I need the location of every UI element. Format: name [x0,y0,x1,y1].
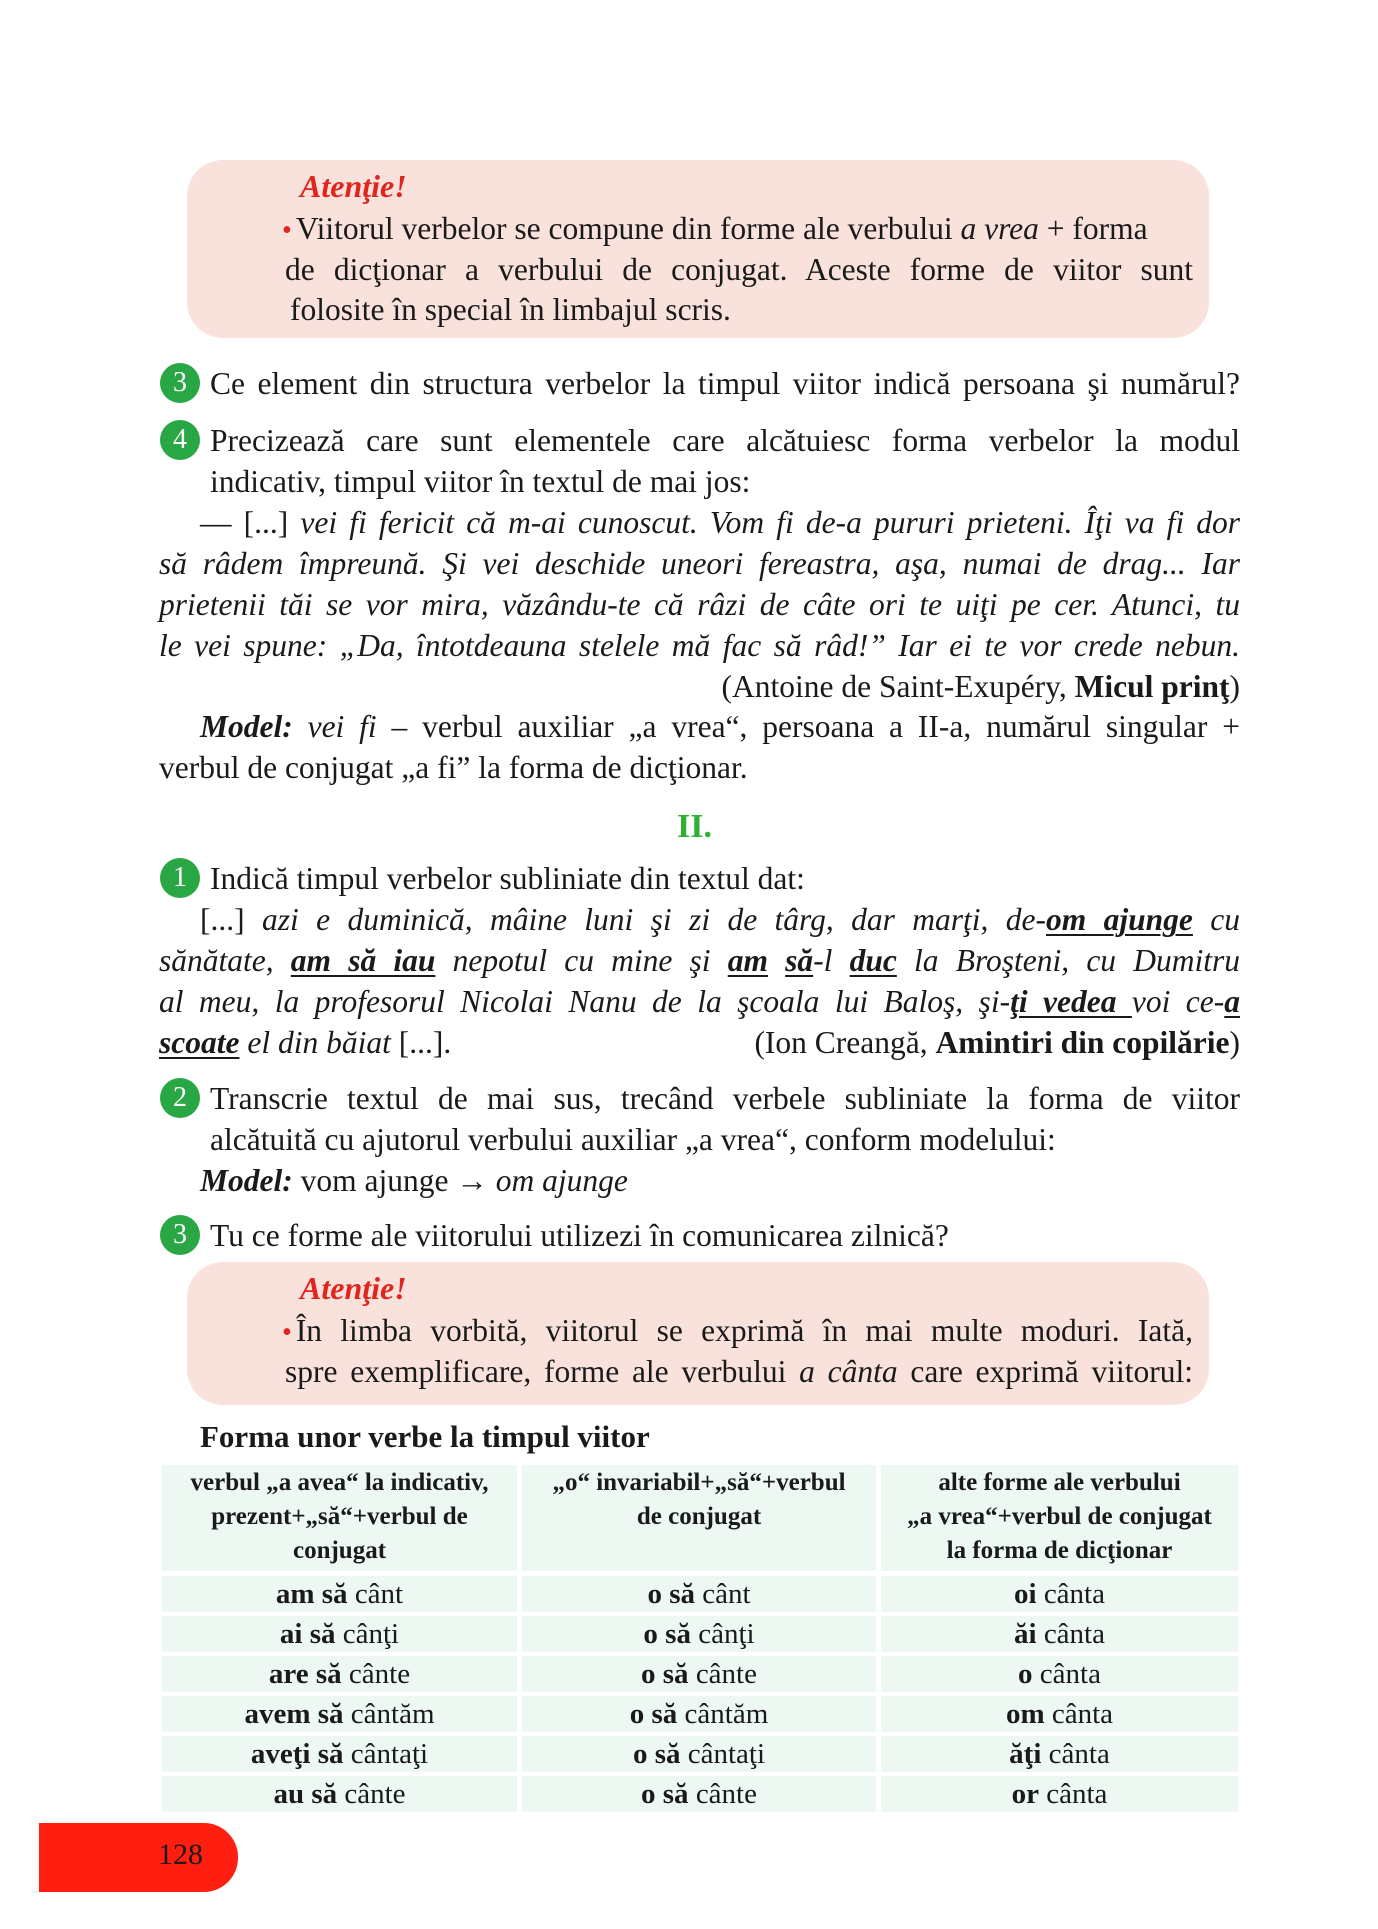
table-cell: am să cânt [162,1576,517,1612]
exercise-number-badge: 4 [160,420,200,460]
exercise-text: Indică timpul verbelor subliniate din textul dat: [210,861,805,896]
model-text: Model: vom ajunge → om ajunge [200,1163,628,1198]
quote-source: (Ion Creangă, Amintiri din copilărie) [754,1025,1240,1060]
table-cell: o cânta [881,1656,1238,1692]
attention-text: • Viitorul verbelor se compune din forme ale verbului a vrea + forma [282,211,1148,246]
quote-text: al meu, la profesorul Nicolai Nanu de la şcoala lui Baloş, şi-ţi vedea voi ce-a [159,984,1240,1019]
table-cell: aveţi să cântaţi [162,1736,517,1772]
underlined-verb: am [727,943,768,978]
exercise-number-badge: 2 [160,1078,200,1118]
attention-text: de dicţionar a verbului de conjugat. Aceste forme de viitor sunt [285,252,1193,287]
exercise-number-badge: 3 [160,1215,200,1255]
underlined-verb: ţi vedea [1010,984,1132,1019]
page-number: 128 [158,1838,203,1871]
table-cell: o să cânte [522,1776,876,1812]
table-cell: are să cânte [162,1656,517,1692]
quote-text: le vei spune: „Da, întotdeauna stelele mă fac să râd!” Iar ei te vor crede nebun. [159,628,1240,663]
table-header-cell: alte forme ale verbului „a vrea“+verbul de conjugat la forma de dicţionar [881,1465,1238,1571]
underlined-verb: scoate [159,1025,240,1060]
table-cell: avem să cântăm [162,1696,517,1732]
table-cell: o să cânte [522,1656,876,1692]
exercise-text: Tu ce forme ale viitorului utilizezi în comunicarea zilnică? [210,1218,949,1253]
attention-text: folosite în special în limbajul scris. [290,292,731,327]
underlined-verb: om ajunge [1046,902,1193,937]
section-heading: II. [677,808,712,845]
quote-text: sănătate, am să iau nepotul cu mine şi am să-l duc la Broşteni, cu Dumitru [159,943,1240,978]
bullet-icon: • [282,215,292,246]
quote-text: scoate el din băiat [...]. [159,1025,452,1060]
table-cell: o să cânţi [522,1616,876,1652]
attention-title: Atenţie! [300,1270,407,1306]
model-text: Model: vei fi – verbul auxiliar „a vrea“, persoana a II-a, numărul singular + [200,709,1241,744]
exercise-text: alcătuită cu ajutorul verbului auxiliar „a vrea“, conform modelului: [210,1122,1056,1157]
attention-title: Atenţie! [300,168,407,204]
exercise-text: Transcrie textul de mai sus, trecând verbele subliniate la forma de viitor [210,1081,1240,1116]
table-title: Forma unor verbe la timpul viitor [200,1419,650,1454]
table-header-cell: „o“ invariabil+„să“+verbul de conjugat [522,1465,876,1571]
table-cell: o să cântaţi [522,1736,876,1772]
attention-text: spre exemplificare, forme ale verbului a cânta care exprimă viitorul: [285,1354,1194,1389]
table-cell: or cânta [881,1776,1238,1812]
quote-source: (Antoine de Saint-Exupéry, Micul prinţ) [721,669,1240,704]
model-text: verbul de conjugat „a fi” la forma de dicţionar. [159,750,748,785]
table-cell: ăi cânta [881,1616,1238,1652]
exercise-text: Precizează care sunt elementele care alcătuiesc forma verbelor la modul [210,423,1240,458]
table-cell: ai să cânţi [162,1616,517,1652]
underlined-verb: duc [849,943,897,978]
quote-text: prietenii tăi se vor mira, văzându-te că râzi de câte ori te uiţi pe cer. Atunci, tu [159,587,1240,622]
exercise-text: indicativ, timpul viitor în textul de mai jos: [210,464,751,499]
page-number-badge [39,1823,238,1892]
table-cell: o să cântăm [522,1696,876,1732]
bullet-icon: • [282,1317,292,1348]
exercise-number-badge: 1 [160,858,200,898]
table-cell: ăţi cânta [881,1736,1238,1772]
table-cell: au să cânte [162,1776,517,1812]
attention-text: • În limba vorbită, viitorul se exprimă în mai multe moduri. Iată, [282,1313,1193,1348]
table-cell: om cânta [881,1696,1238,1732]
underlined-verb: a [1224,984,1240,1019]
exercise-number-badge: 3 [160,363,200,403]
table-cell: o să cânt [522,1576,876,1612]
quote-text: să râdem împreună. Şi vei deschide uneori fereastra, aşa, numai de drag... Iar [159,546,1240,581]
underlined-verb: să [785,943,814,978]
underlined-verb: am să iau [290,943,436,978]
exercise-text: Ce element din structura verbelor la timpul viitor indică persoana şi numărul? [210,366,1240,401]
table-cell: oi cânta [881,1576,1238,1612]
quote-text: [...] azi e duminică, mâine luni şi zi de târg, dar marţi, de-om ajunge cu [200,902,1241,937]
quote-text: — [...] vei fi fericit că m-ai cunoscut. Vom fi de-a pururi prieteni. Îţi va fi dor [200,505,1241,540]
table-header-cell: verbul „a avea“ la indicativ, prezent+„să“+verbul de conjugat [162,1465,517,1571]
